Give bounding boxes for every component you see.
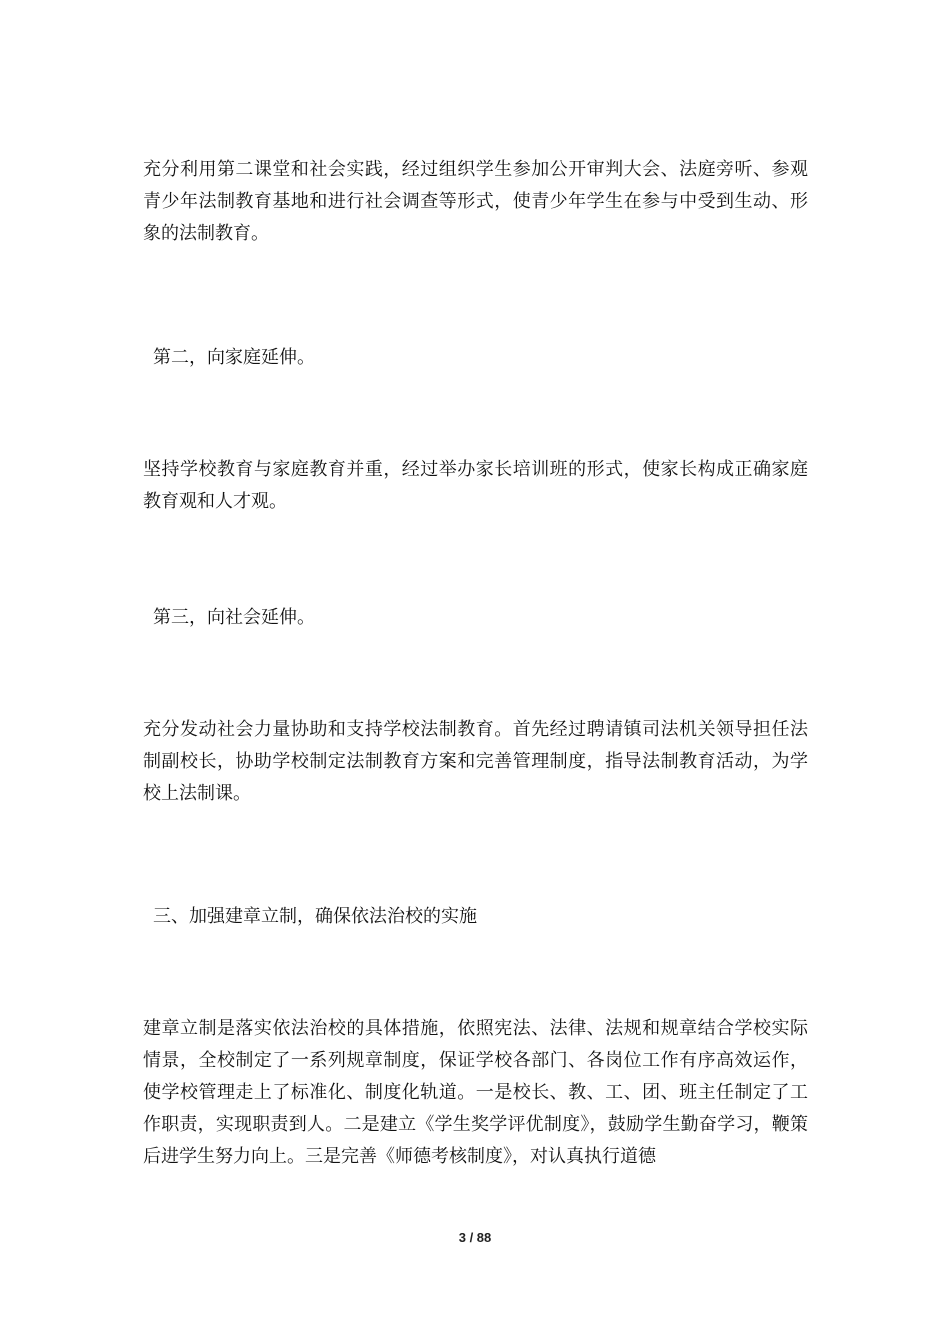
section-heading-rules: 三、加强建章立制，确保依法治校的实施 — [153, 906, 477, 927]
heading-society-extension: 第三，向社会延伸。 — [153, 607, 315, 628]
paragraph-society-forces: 充分发动社会力量协助和支持学校法制教育。首先经过聘请镇司法机关领导担任法制副校长，协助学校制定法制教育方案和完善管理制度，指导法制教育活动，为学校上法制课。 — [143, 719, 808, 804]
heading-family-extension: 第二，向家庭延伸。 — [153, 347, 315, 368]
paragraph-practice: 充分利用第二课堂和社会实践，经过组织学生参加公开审判大会、法庭旁听、参观青少年法制教育基地和进行社会调查等形式，使青少年学生在参与中受到生动、形象的法制教育。 — [143, 159, 808, 244]
paragraph-rules-detail: 建章立制是落实依法治校的具体措施，依照宪法、法律、法规和规章结合学校实际情景，全校制定了一系列规章制度，保证学校各部门、各岗位工作有序高效运作，使学校管理走上了标准化、制度化轨道。一是校长、教、工、团、班主任制定了工作职责，实现职责到人。二是建立《学生奖学评优制度》，鼓励学生勤奋学习，鞭策后进学生努力向上。三是完善《师德考核制度》，对认真执行道德 — [143, 1018, 808, 1167]
page-number: 3 / 88 — [458, 1230, 492, 1245]
paragraph-family-education: 坚持学校教育与家庭教育并重，经过举办家长培训班的形式，使家长构成正确家庭教育观和人才观。 — [143, 459, 808, 512]
